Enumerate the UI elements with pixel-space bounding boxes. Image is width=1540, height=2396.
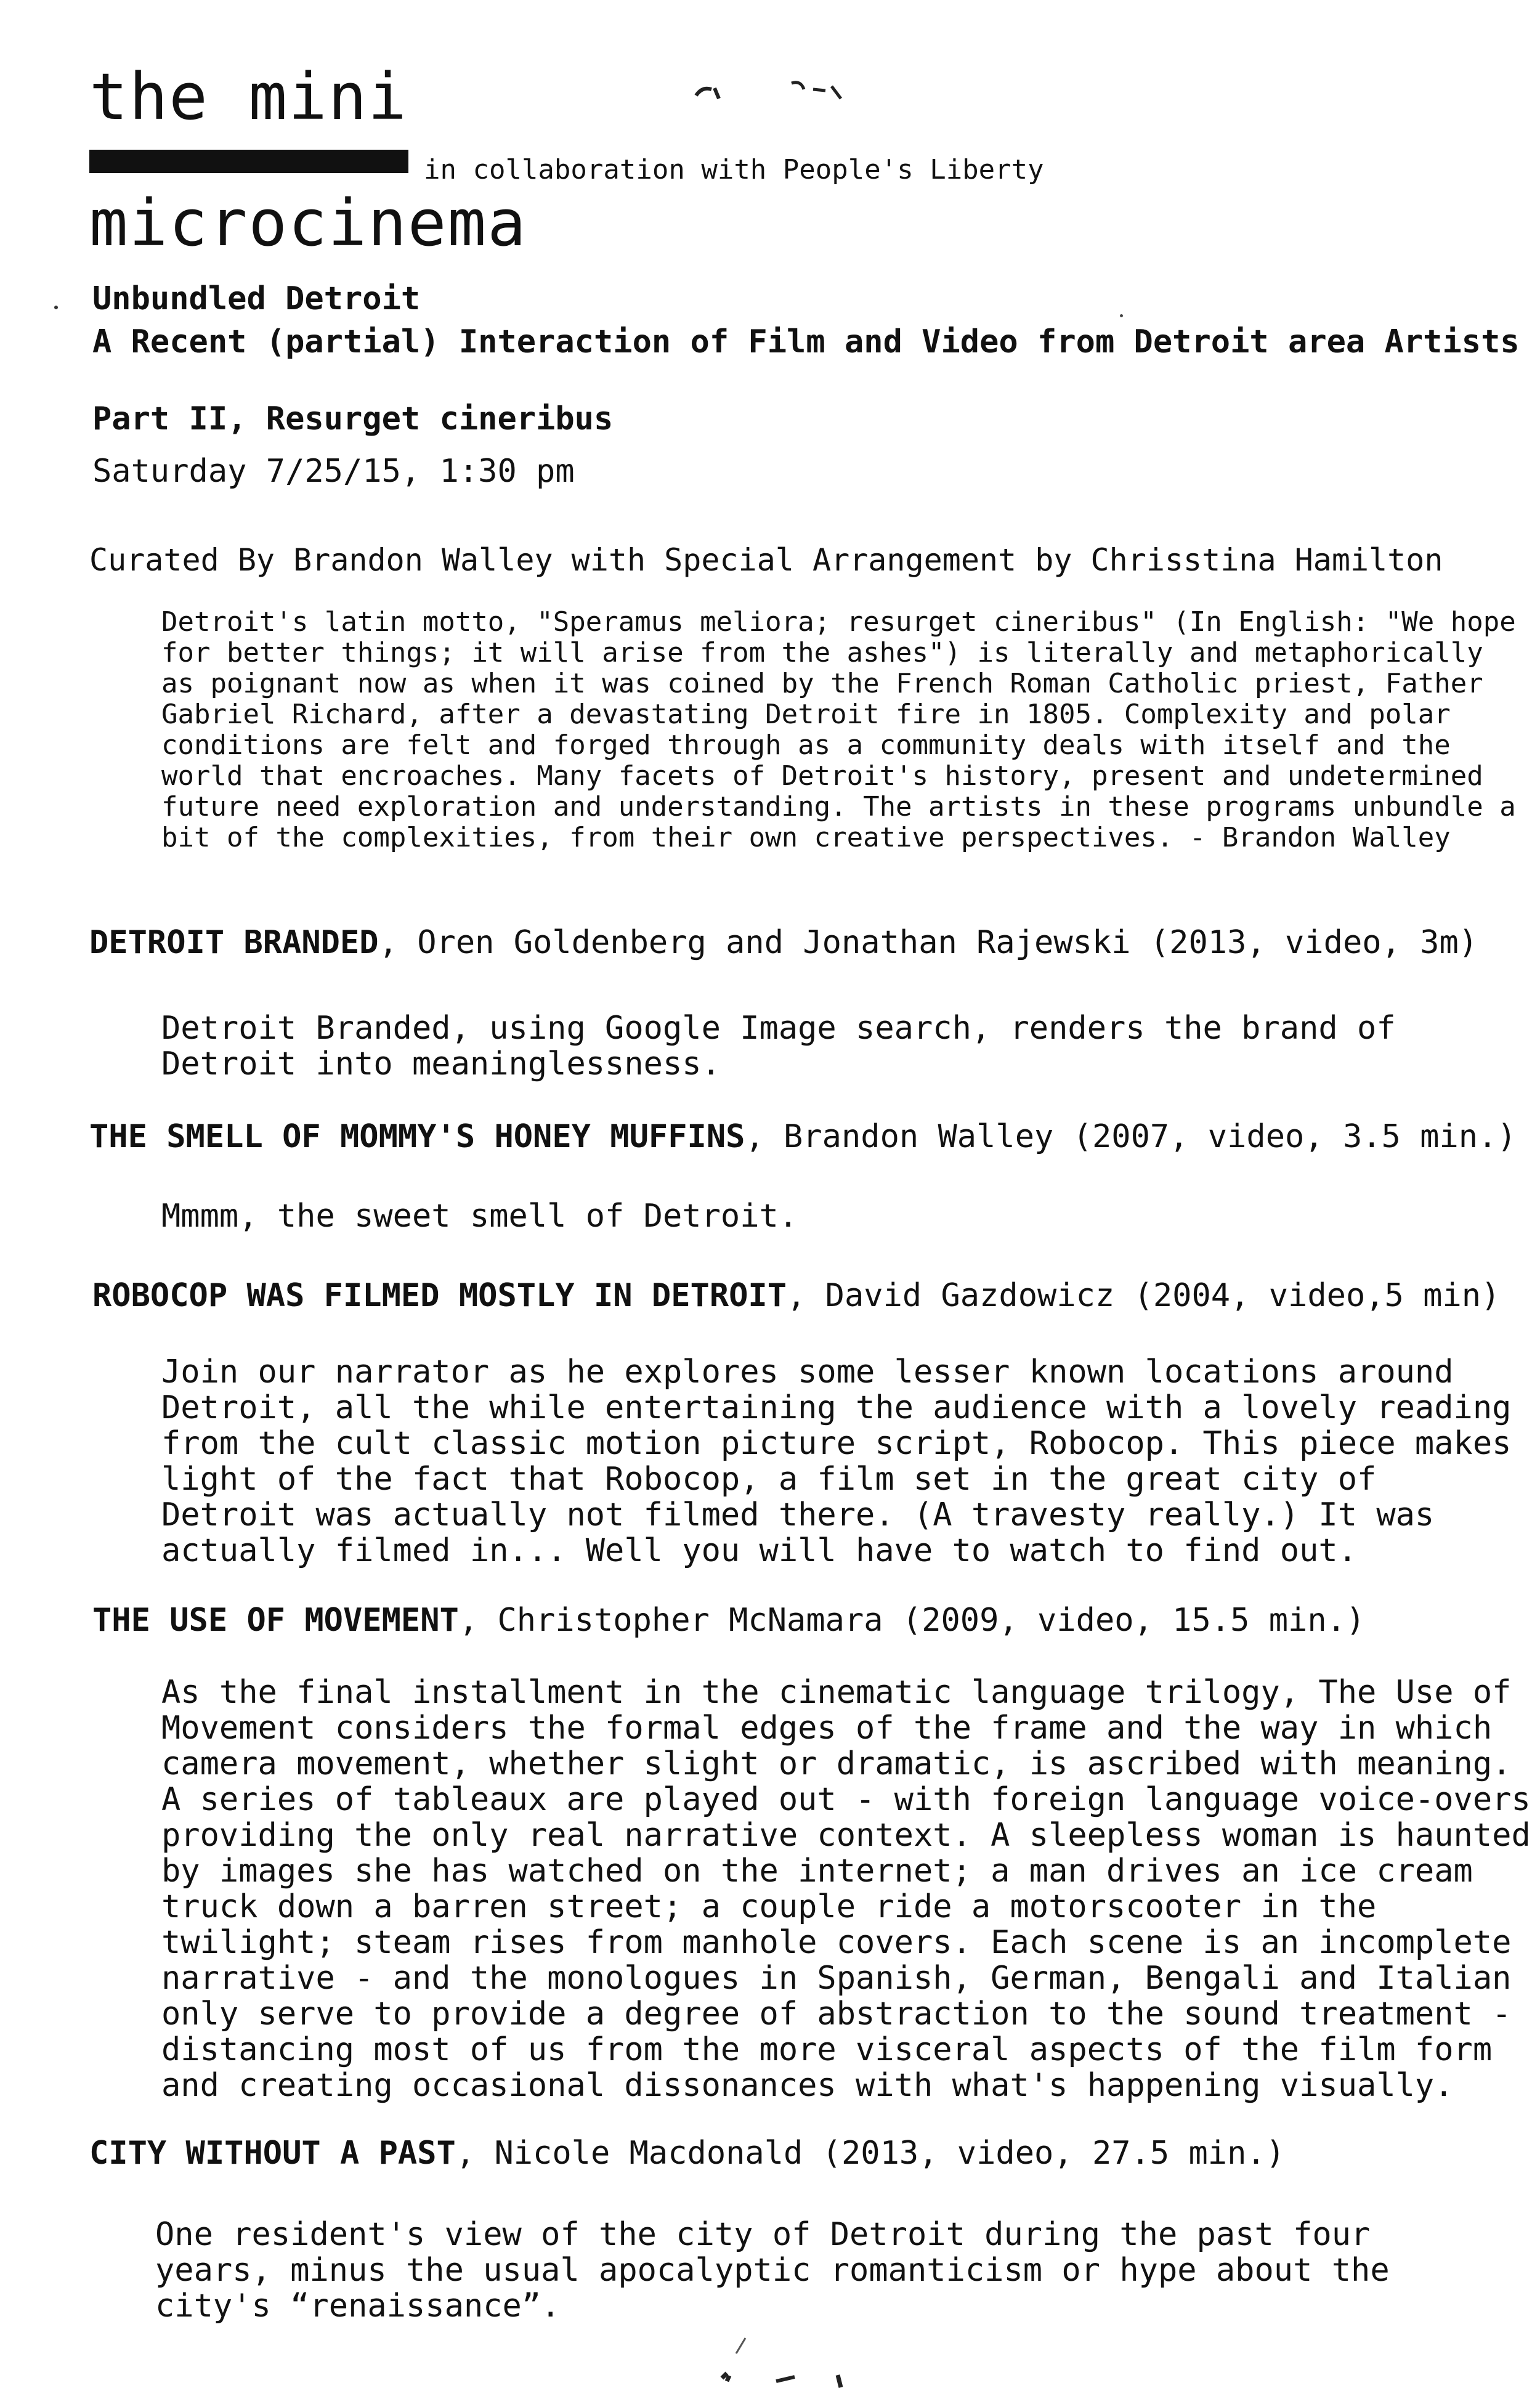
film-5-description: One resident's view of the city of Detroit during the past four years, minus the usual apocalyptic romanticism or hype about the city's “renaissance”.	[155, 2216, 1390, 2325]
logo-the-mini: the mini	[89, 59, 408, 134]
film-2-title: THE SMELL OF MOMMY'S HONEY MUFFINS	[89, 1118, 745, 1155]
film-2-credits: , Brandon Walley (2007, video, 3.5 min.)	[745, 1118, 1517, 1155]
scan-mark-bottom-svg	[715, 2335, 862, 2390]
film-4-credits: , Christopher McNamara (2009, video, 15.5 min.)	[458, 1602, 1366, 1639]
part-title: Part II, Resurget cineribus	[92, 400, 614, 437]
series-title: Unbundled Detroit	[92, 280, 421, 317]
logo-microcinema: microcinema	[89, 185, 527, 261]
curator-credit: Curated By Brandon Walley with Special Arrangement by Chrisstina Hamilton	[89, 542, 1443, 578]
film-2-description: Mmmm, the sweet smell of Detroit.	[161, 1198, 798, 1235]
series-subtitle: A Recent (partial) Interaction of Film and Video from Detroit area Artists	[92, 323, 1520, 360]
scan-mark-bottom	[715, 2335, 862, 2393]
film-4-title: THE USE OF MOVEMENT	[92, 1602, 459, 1639]
collaboration-note: in collaboration with People's Liberty	[424, 154, 1044, 185]
scan-mark-top-svg	[693, 71, 878, 114]
film-1-title: DETROIT BRANDED	[89, 924, 379, 961]
margin-speck	[1120, 314, 1123, 317]
scan-mark-top	[693, 71, 878, 120]
film-5-title: CITY WITHOUT A PAST	[89, 2135, 456, 2172]
film-3-heading	[92, 1277, 1500, 1314]
film-5-credits: , Nicole Macdonald (2013, video, 27.5 min.)	[455, 2135, 1286, 2172]
film-3-credits: , David Gazdowicz (2004, video,5 min)	[787, 1277, 1501, 1314]
film-3-description: Join our narrator as he explores some lesser known locations around Detroit, all the while entertaining the audience with a lovely reading from the cult classic motion picture script, Robocop. This piece makes light of the fact that Robocop, a film set in the great city of Detroit was actually not filmed there. (A travesty really.) It was actually filmed in... Well you will have to watch to find out.	[161, 1354, 1512, 1569]
film-4-description: As the final installment in the cinematic language trilogy, The Use of Movement considers the formal edges of the frame and the way in which camera movement, whether slight or dramatic, is ascribed with meaning. A series of tableaux are played out - with foreign language voice-overs providing the only real narrative context. A sleepless woman is haunted by images she has watched on the internet; a man drives an ice cream truck down a barren street; a couple ride a motorscooter in the twilight; steam rises from manhole covers. Each scene is an incomplete narrative - and the monologues in Spanish, German, Bengali and Italian only serve to provide a degree of abstraction to the sound treatment - distancing most of us from the more visceral aspects of the film form and creating occasional dissonances with what's happening visually.	[161, 1674, 1531, 2104]
curator-statement: Detroit's latin motto, "Speramus meliora; resurget cineribus" (In English: "We hope for better things; it will arise from the ashes") is literally and metaphorically as poignant now as when it was coined by the French Roman Catholic priest, Father Gabriel Richard, after a devastating Detroit fire in 1805. Complexity and polar conditions are felt and forged through as a community deals with itself and the world that encroaches. Many facets of Detroit's history, present and undetermined future need exploration and understanding. The artists in these programs unbundle a bit of the complexities, from their own creative perspectives. - Brandon Walley	[161, 606, 1516, 853]
redaction-bar	[89, 150, 408, 173]
film-3-title: ROBOCOP WAS FILMED MOSTLY IN DETROIT	[92, 1277, 787, 1314]
film-1-credits: , Oren Goldenberg and Jonathan Rajewski (2013, video, 3m)	[378, 924, 1478, 961]
film-1-description: Detroit Branded, using Google Image search, renders the brand of Detroit into meaninglessness.	[161, 1010, 1396, 1082]
film-5-heading	[89, 2135, 1285, 2172]
film-2-heading	[89, 1118, 1517, 1155]
film-1-heading	[89, 924, 1478, 961]
film-4-heading	[92, 1602, 1365, 1639]
event-datetime: Saturday 7/25/15, 1:30 pm	[92, 453, 575, 490]
margin-speck	[54, 306, 58, 309]
